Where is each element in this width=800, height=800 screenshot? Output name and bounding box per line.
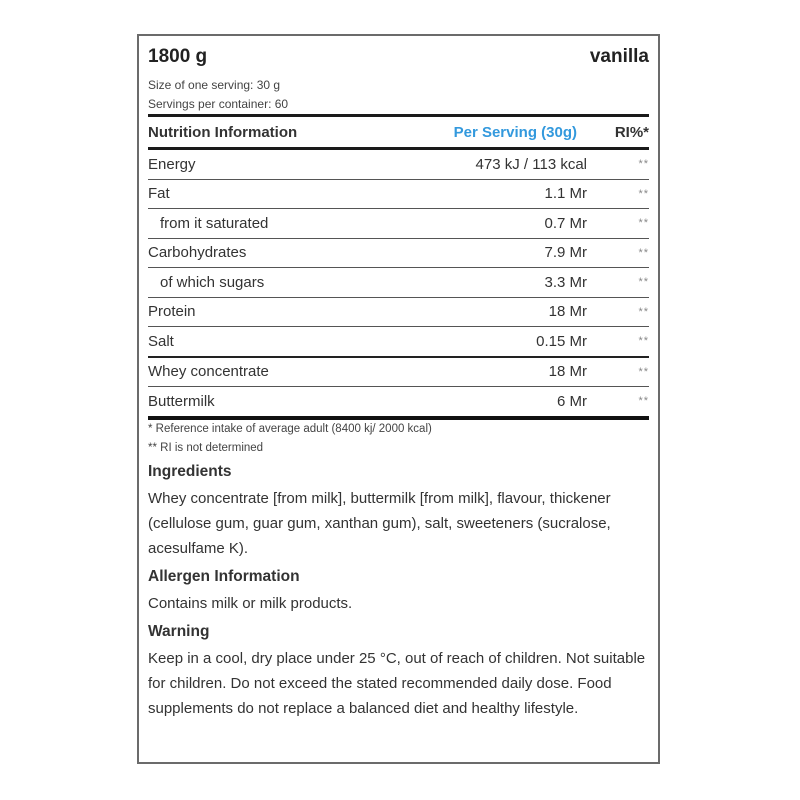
nutrient-ri: ** [638, 335, 649, 348]
table-row [148, 150, 649, 179]
header-nutrition-information: Nutrition Information [148, 123, 298, 141]
nutrient-value: 3.3 Mr [544, 273, 587, 291]
table-row [148, 209, 649, 238]
table-row [148, 387, 649, 416]
table-row [148, 358, 649, 387]
nutrient-name: Buttermilk [148, 392, 215, 410]
ingredients-text: Whey concentrate [from milk], buttermilk [from milk], flavour, thickener (cellulose gum, guar gum, xanthan gum), salt, sweeteners (sucralose, acesulfame K). [148, 489, 611, 557]
nutrient-value: 473 kJ / 113 kcal [475, 155, 587, 173]
nutrient-name: of which sugars [160, 273, 265, 291]
nutrient-value: 0.15 Mr [536, 332, 587, 350]
nutrient-value: 1.1 Mr [544, 185, 587, 203]
allergen-text: Contains milk or milk products. [148, 594, 353, 612]
serving-size: Size of one serving: 30 g [148, 78, 281, 92]
nutrient-ri: ** [638, 158, 649, 171]
ingredients-title: Ingredients [148, 462, 232, 480]
table-row [148, 327, 649, 356]
table-header [148, 117, 649, 147]
warning-title: Warning [148, 622, 210, 640]
allergen-title: Allergen Information [148, 567, 300, 585]
table-row [148, 239, 649, 268]
header-ri: RI%* [614, 123, 649, 141]
nutrient-ri: ** [638, 305, 649, 318]
table-row [148, 180, 649, 209]
nutrient-name: from it saturated [160, 214, 269, 232]
nutrient-value: 18 Mr [548, 303, 587, 321]
header-per-serving: Per Serving (30g) [453, 123, 577, 141]
table-row [148, 268, 649, 297]
nutrition-label [137, 34, 660, 764]
nutrient-name: Protein [148, 303, 196, 321]
nutrient-ri: ** [638, 365, 649, 378]
nutrient-ri: ** [638, 276, 649, 289]
nutrient-name: Energy [148, 155, 196, 173]
nutrient-name: Carbohydrates [148, 244, 247, 262]
servings-per-container: Servings per container: 60 [148, 97, 289, 111]
product-weight: 1800 g [148, 46, 208, 67]
warning-text: Keep in a cool, dry place under 25 °C, out of reach of children. Not suitable for children. Do not exceed the stated recommended daily dose. Food supplements do not replace a balanced diet and healthy lifestyle. [148, 649, 646, 717]
nutrient-name: Whey concentrate [148, 363, 269, 381]
nutrient-value: 0.7 Mr [544, 214, 587, 232]
product-flavour: vanilla [589, 46, 649, 67]
nutrient-name: Salt [148, 332, 174, 350]
nutrient-ri: ** [638, 395, 649, 408]
nutrient-value: 18 Mr [548, 363, 587, 381]
footnote-reference-intake: * Reference intake of average adult (8400 kj/ 2000 kcal) [148, 422, 432, 435]
nutrient-ri: ** [638, 217, 649, 230]
nutrient-name: Fat [148, 185, 170, 203]
label-header [148, 36, 649, 76]
nutrient-ri: ** [638, 246, 649, 259]
table-row [148, 298, 649, 327]
label-content [148, 36, 649, 723]
nutrient-value: 6 Mr [557, 392, 587, 410]
nutrient-value: 7.9 Mr [544, 244, 587, 262]
nutrient-ri: ** [638, 187, 649, 200]
footnote-ri-not-determined: ** RI is not determined [148, 441, 264, 454]
